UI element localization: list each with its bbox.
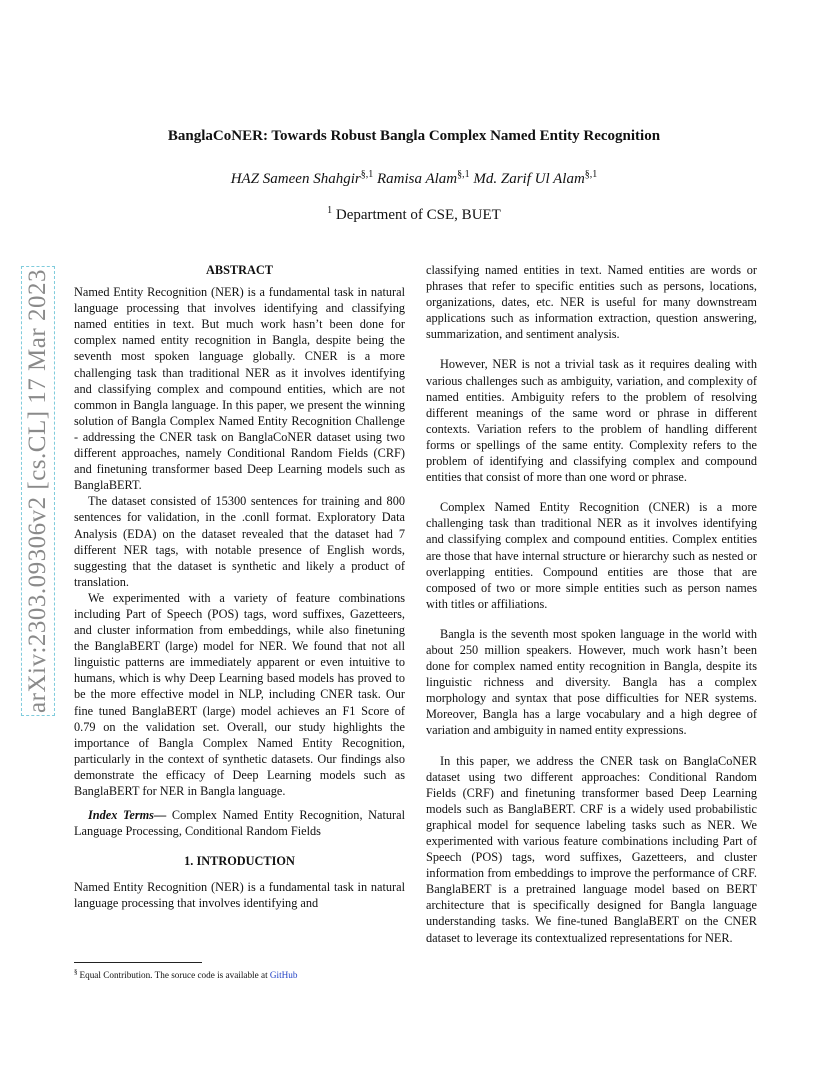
left-column [74,262,405,912]
affiliation [0,205,828,224]
abstract-paragraph: The dataset consisted of 15300 sentences for training and 800 sentences for validation, in the .conll format. Exploratory Data Analysis (EDA) on the dataset revealed that the dataset had 7 different NER tags, with notable presence of English words, suggesting that the dataset is synthetic and likely a product of translation. [74,494,405,589]
footnote-mark: § [74,968,78,976]
introduction-paragraph: Complex Named Entity Recognition (CNER) is a more challenging task than traditional NER as it involves identifying and classifying complex and compound entities. Complex entities are those that have internal structure or hierarchy such as nested or overlapping entities. Compound entities are those that are composed of two or more simple entities such as person names with titles or affiliations. [426,500,757,611]
affiliation-text: Department of CSE, BUET [335,207,501,223]
introduction-heading: 1. INTRODUCTION [184,854,295,869]
index-terms-label: Index Terms— [88,808,167,823]
index-terms [74,807,405,839]
introduction-paragraph: Bangla is the seventh most spoken language in the world with about 250 million speakers. However, much work hasn’t been done for complex named entity recognition in Bangla, despite its linguistic richness and diversity. Bangla has a complex morphology and syntax that pose difficulties for NER systems. Moreover, Bangla has a large vocabulary and a high degree of variation and ambiguity in named entity expressions. [426,626,757,738]
abstract-paragraph: Named Entity Recognition (NER) is a fundamental task in natural language processing that involves identifying and classifying named entities in text. But much work hasn’t been done for complex named entity recognition in Bangla, despite being the seventh most spoken language globally. CNER is a more challenging task than traditional NER as it involves identifying and classifying complex and compound entities, which are not common in Bangla language. In this paper, we present the winning solution of Bangla Complex Named Entity Recognition Challenge - addressing the CNER task on BanglaCoNER dataset using two different approaches, namely Conditional Random Fields (CRF) and finetuning transformer based Deep Learning models such as BanglaBERT. [74,285,405,493]
author-affiliation-mark: §,1 [584,169,598,180]
author-name: Ramisa Alam [376,171,458,187]
author-affiliation-mark: §,1 [360,169,374,180]
abstract-heading: ABSTRACT [206,263,273,277]
footnote-divider [74,962,202,963]
author-name: HAZ Sameen Shahgir [230,171,361,187]
author-affiliation-mark: §,1 [457,169,470,180]
introduction-paragraph: However, NER is not a trivial task as it requires dealing with various challenges such as ambiguity, variation, and complexity of named entities. Ambiguity refers to the problem of resolving different meanings of the same word or phrase in different contexts. Variation refers to the problem of handling different forms or spellings of the same entity. Complexity refers to the problem of identifying and classifying complex and compound entities that consist of more than one word or phrase. [426,357,757,485]
introduction-paragraph: In this paper, we address the CNER task on BanglaCoNER dataset using two different approaches: Conditional Random Fields (CRF) and finetuning transformer based Deep Learning models such as BanglaBERT. CRF is a widely used probabilistic graphical model for sequence labeling tasks such as NER. We experimented with various feature combinations including Part of Speech (POS) tags, word suffixes, Gazetteers, and cluster information from embeddings to improve the performance of CRF. BanglaBERT is a pretrained language model based on BERT architecture that is specifically designed for Bangla language understanding tasks. We fine-tuned BanglaBERT on the CNER dataset to leverage its contextualized representations for NER. [426,753,757,945]
affiliation-mark: 1 [327,205,333,216]
arxiv-identifier-text[interactable]: arXiv:2303.09306v2 [cs.CL] 17 Mar 2023 [24,269,52,713]
arxiv-identifier-stamp[interactable] [18,256,58,726]
footnote-text: Equal Contribution. The soruce code is available at [79,970,270,981]
author-name: Md. Zarif Ul Alam [473,171,585,187]
right-column [426,262,757,960]
index-terms-text: Complex Named Entity Recognition, Natural Language Processing, Conditional Random Fields [74,808,405,839]
github-link[interactable]: GitHub [269,970,298,981]
paper-title: BanglaCoNER: Towards Robust Bangla Complex Named Entity Recognition [167,128,661,144]
footnote [74,966,405,981]
introduction-paragraph: Named Entity Recognition (NER) is a fundamental task in natural language processing that involves identifying and [74,880,405,911]
introduction-paragraph: classifying named entities in text. Named entities are words or phrases that refer to specific entities such as persons, locations, organizations, dates, etc. NER is useful for many downstream applications such as information extraction, question answering, summarization, and sentiment analysis. [426,263,757,342]
abstract-paragraph: We experimented with a variety of feature combinations including Part of Speech (POS) tags, word suffixes, Gazetteers, and cluster information from embeddings, while also finetuning the BanglaBERT (large) model for NER. We found that not all linguistic patterns are immediately apparent or even intuitive to humans, which is why Deep Learning based models has proved to be the more effective model in NLP, including CNER task. Our fine tuned BanglaBERT (large) model achieves an F1 Score of 0.79 on the validation set. Overall, our study highlights the importance of Bangla Complex Named Entity Recognition, particularly in the context of synthetic datasets. Our findings also demonstrate the efficacy of Deep Learning models such as BanglaBERT for NER in Bangla language. [74,590,405,798]
author-list [0,169,828,188]
